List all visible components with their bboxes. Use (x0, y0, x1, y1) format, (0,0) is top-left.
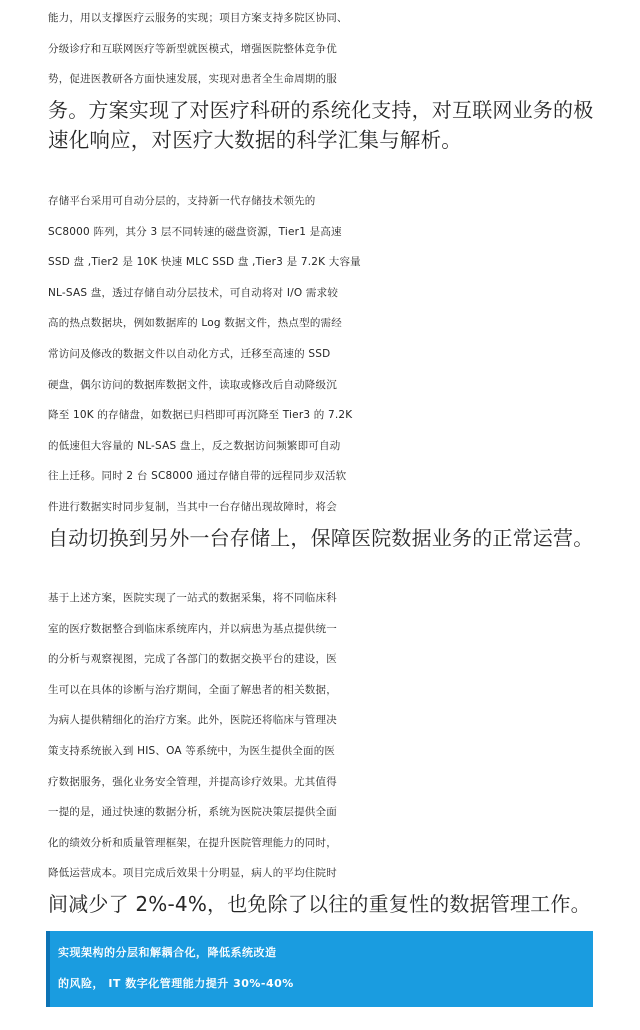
banner-line: 的风险， IT 数字化管理能力提升 30%-40% (58, 977, 294, 990)
text-line: 存储平台采用可自动分层的，支持新一代存储技术领先的 (48, 195, 316, 207)
text-line: 室的医疗数据整合到临床系统库内，并以病患为基点提供统一 (48, 622, 337, 635)
text-line: 常访问及修改的数据文件以自动化方式，迁移至高速的 SSD (48, 347, 331, 360)
text-line: 降至 10K 的存储盘，如数据已归档即可再沉降至 Tier3 的 7.2K (48, 409, 353, 422)
text-line: 分级诊疗和互联网医疗等新型就医模式，增强医院整体竞争优 (48, 42, 337, 55)
text-line: 生可以在具体的诊断与治疗期间，全面了解患者的相关数据， (48, 683, 337, 696)
banner-line: 实现架构的分层和解耦合化，降低系统改造 (58, 946, 277, 959)
paragraph-1 (48, 3, 593, 156)
text-line: 基于上述方案，医院实现了一站式的数据采集，将不同临床科 (48, 592, 337, 604)
text-line: SC8000 阵列，其分 3 层不同转速的磁盘资源，Tier1 是高速 (48, 225, 342, 238)
paragraph-3 (48, 583, 591, 920)
text-line: 能力，用以支撑医疗云服务的实现；项目方案支持多院区协同、 (48, 12, 348, 24)
text-line: 硬盘，偶尔访问的数据库数据文件，读取或修改后自动降级沉 (48, 378, 337, 391)
text-line: 的低速但大容量的 NL-SAS 盘上，反之数据访问频繁即可自动 (48, 439, 341, 452)
text-line: NL-SAS 盘，透过存储自动分层技术，可自动将对 I/O 需求较 (48, 286, 339, 299)
text-line: 高的热点数据块，例如数据库的 Log 数据文件，热点型的需经 (48, 317, 342, 330)
text-line: 降低运营成本。项目完成后效果十分明显，病人的平均住院时 (48, 867, 337, 880)
paragraph-2 (48, 186, 593, 553)
text-line: 速化响应，对医疗大数据的科学汇集与解析。 (48, 128, 462, 153)
text-line: 自动切换到另外一台存储上，保障医院数据业务的正常运营。 (48, 525, 594, 550)
text-line: 件进行数据实时同步复制，当其中一台存储出现故障时，将会 (48, 500, 337, 513)
text-line: SSD 盘 ,Tier2 是 10K 快速 MLC SSD 盘 ,Tier3 是 7.2K 大容量 (48, 256, 361, 269)
text-line: 疗数据服务，强化业务安全管理，并提高诊疗效果。尤其值得 (48, 775, 337, 788)
text-line: 策支持系统嵌入到 HIS、OA 等系统中，为医生提供全面的医 (48, 744, 336, 757)
text-line: 为病人提供精细化的治疗方案。此外，医院还将临床与管理决 (48, 714, 337, 727)
text-line: 间减少了 2%-4%，也免除了以往的重复性的数据管理工作。 (48, 891, 591, 916)
text-line: 往上迁移。同时 2 台 SC8000 通过存储自带的远程同步双活软 (48, 470, 347, 483)
text-line: 的分析与观察视图，完成了各部门的数据交换平台的建设，医 (48, 653, 337, 666)
text-line: 一提的是，通过快速的数据分析，系统为医院决策层提供全面 (48, 806, 337, 819)
text-line: 化的绩效分析和质量管理框架，在提升医院管理能力的同时， (48, 836, 337, 849)
text-line: 势，促进医教研各方面快速发展，实现对患者全生命周期的服 (48, 73, 337, 86)
text-line: 务。方案实现了对医疗科研的系统化支持，对互联网业务的极 (48, 97, 594, 122)
highlight-banner (46, 931, 593, 1007)
